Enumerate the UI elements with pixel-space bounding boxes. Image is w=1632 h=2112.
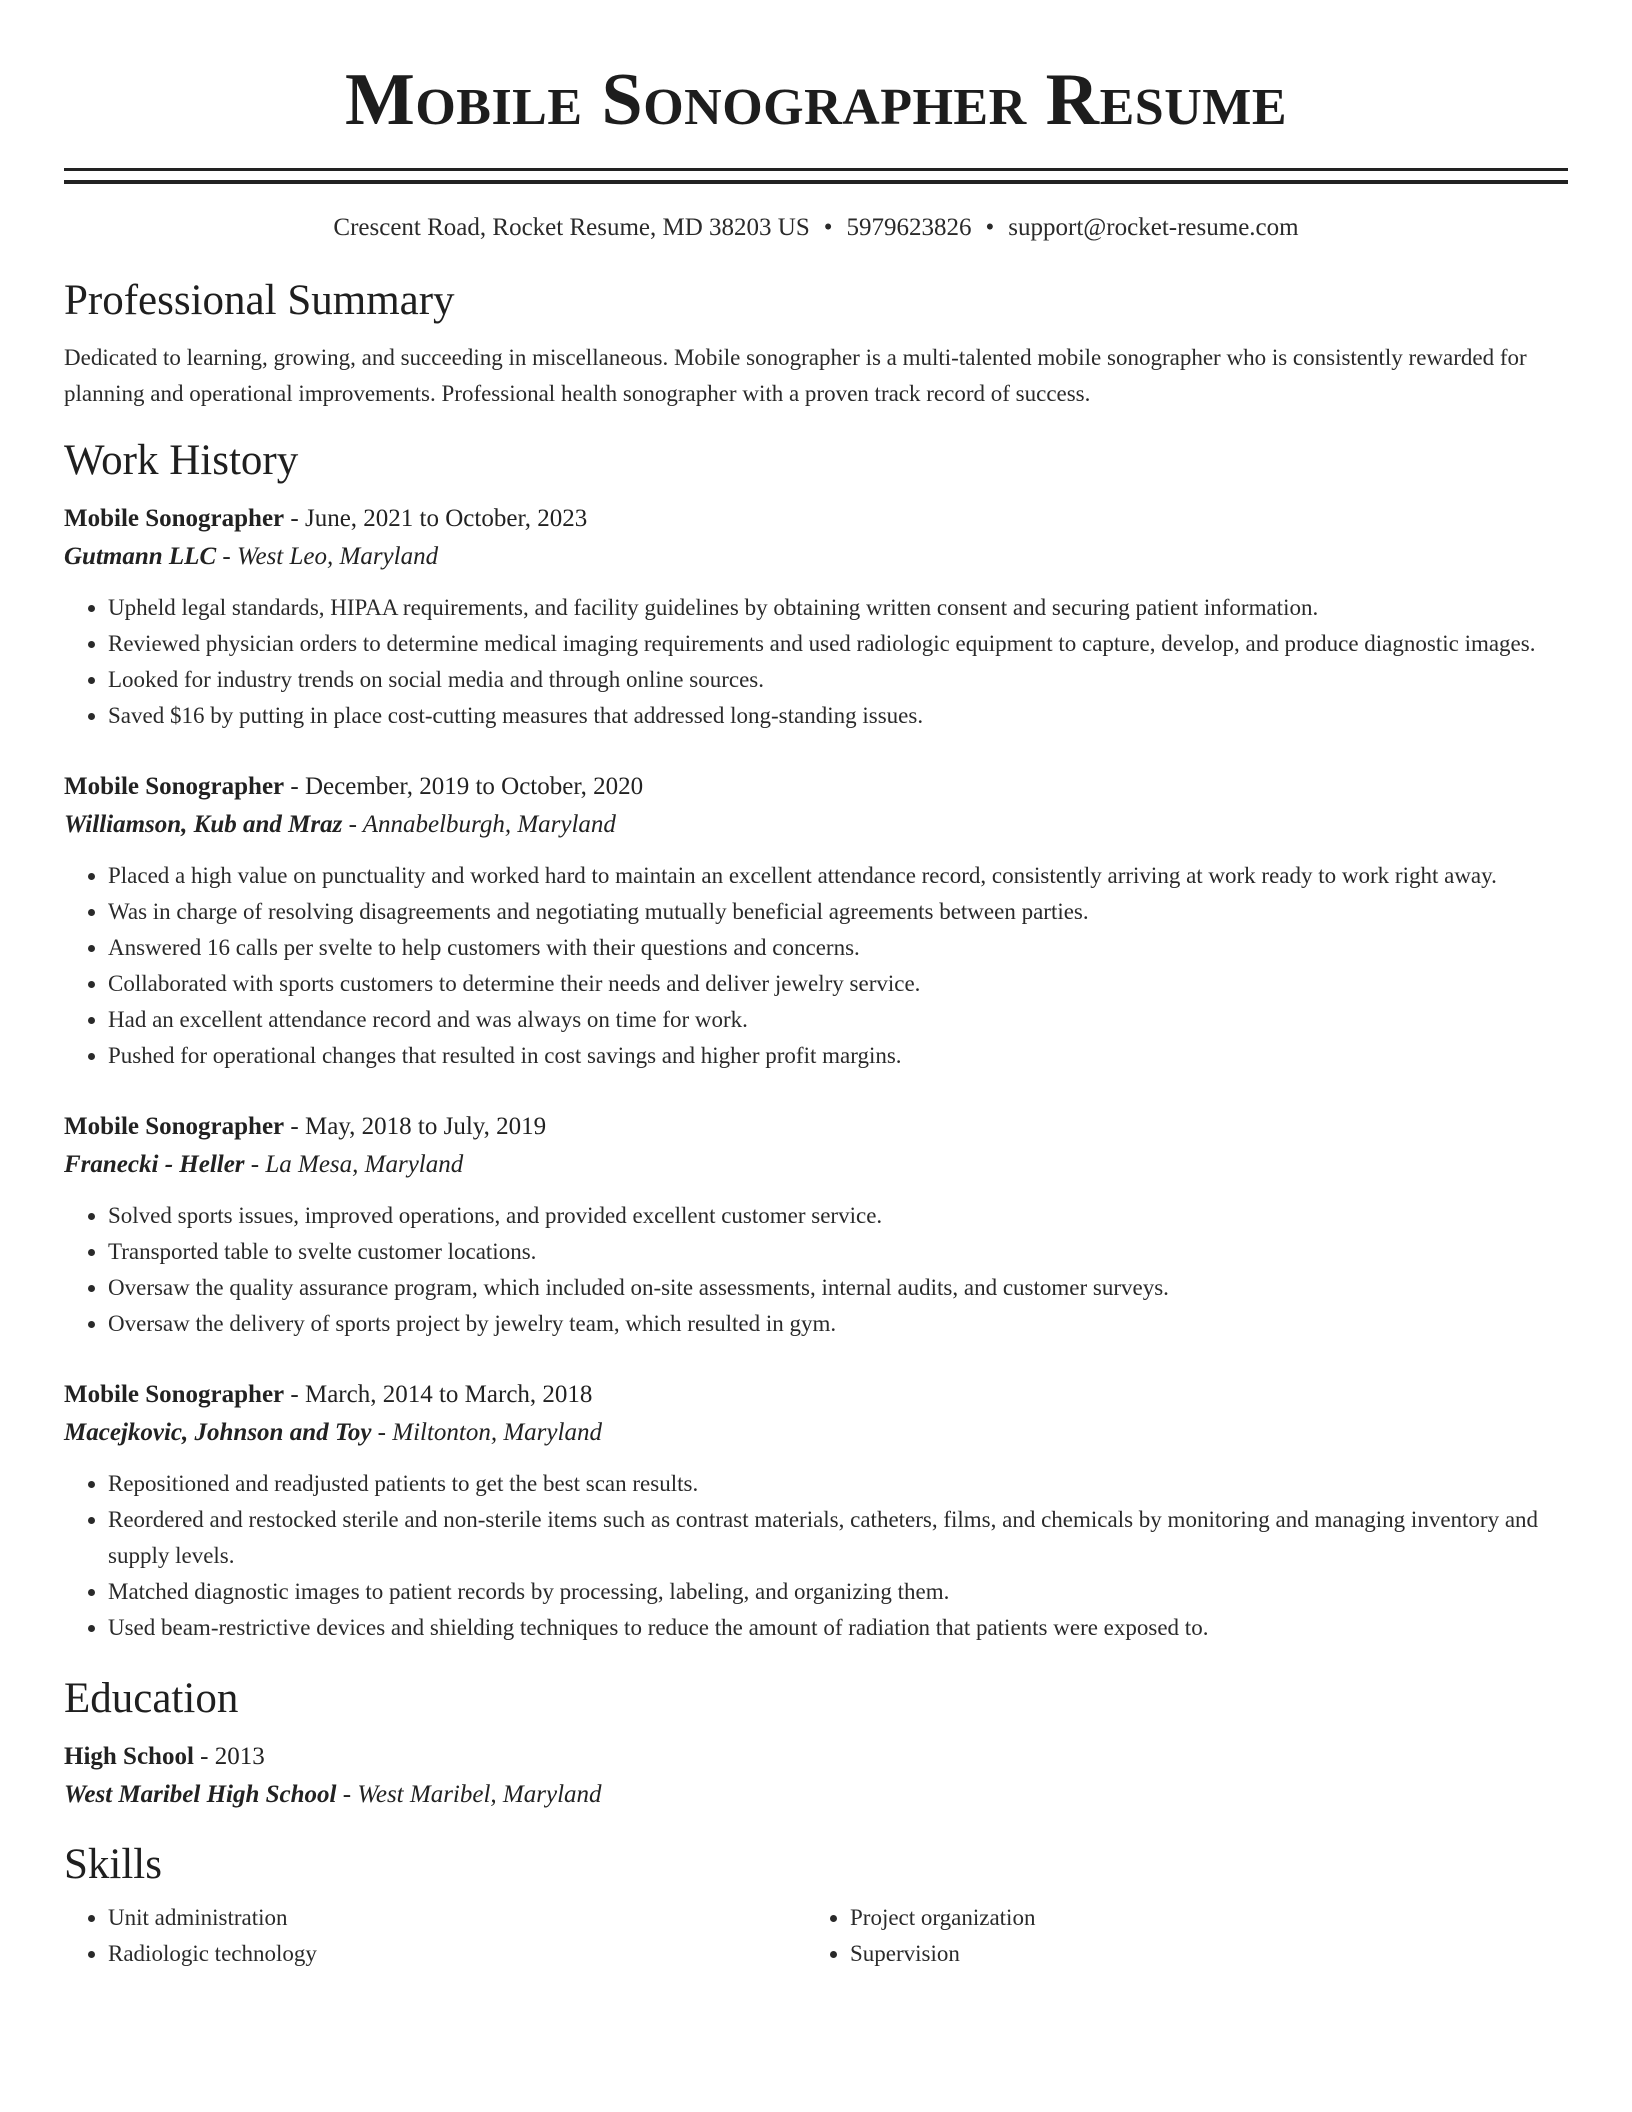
skills-column-right — [806, 1900, 1548, 1972]
job-entry — [64, 1108, 1568, 1342]
company-line — [64, 806, 1568, 844]
company-line — [64, 1146, 1568, 1184]
education-entry — [64, 1738, 1568, 1814]
skill-item: • Supervision — [850, 1936, 1548, 1972]
job-title-line — [64, 768, 1568, 806]
list-item: • Had an excellent attendance record and was always on time for work. — [108, 1002, 1568, 1038]
school-line — [64, 1776, 1568, 1814]
list-item: • Answered 16 calls per svelte to help customers with their questions and concerns. — [108, 930, 1568, 966]
skill-item: • Project organization — [850, 1900, 1548, 1936]
summary-heading: Professional Summary — [64, 277, 455, 324]
job-dates: - June, 2021 to October, 2023 — [284, 505, 588, 532]
page-title: Mobile Sonographer Resume — [344, 59, 1288, 141]
company-location: - West Leo, Maryland — [216, 543, 439, 570]
list-item: • Placed a high value on punctuality and worked hard to maintain an excellent attendance record, consistently arriving at work ready to work right away. — [108, 858, 1568, 894]
title-divider — [64, 168, 1568, 184]
contact-line — [64, 212, 1568, 244]
company-location: - Annabelburgh, Maryland — [342, 811, 616, 838]
job-title: Mobile Sonographer — [64, 505, 285, 532]
job-title-line — [64, 1108, 1568, 1146]
job-entry — [64, 500, 1568, 734]
company-location: - La Mesa, Maryland — [244, 1151, 464, 1178]
company-line — [64, 1414, 1568, 1452]
list-item: • Oversaw the quality assurance program, which included on-site assessments, internal audits, and customer surveys. — [108, 1270, 1568, 1306]
company-line — [64, 538, 1568, 576]
company-location: - Miltonton, Maryland — [371, 1419, 602, 1446]
list-item: • Matched diagnostic images to patient records by processing, labeling, and organizing them. — [108, 1574, 1568, 1610]
list-item: • Saved $16 by putting in place cost-cutting measures that addressed long-standing issues. — [108, 698, 1568, 734]
company-name: Franecki - Heller — [64, 1151, 245, 1178]
job-bullets — [64, 590, 1568, 734]
work-history-heading: Work History — [64, 437, 299, 484]
education-heading: Education — [64, 1675, 239, 1722]
contact-address: Crescent Road, Rocket Resume, MD 38203 US — [333, 214, 810, 241]
skills-list — [64, 1900, 1568, 1972]
graduation-year: - 2013 — [193, 1743, 265, 1770]
skills-column-left — [64, 1900, 806, 1972]
job-title: Mobile Sonographer — [64, 773, 285, 800]
list-item: • Collaborated with sports customers to determine their needs and deliver jewelry service. — [108, 966, 1568, 1002]
contact-separator: • — [823, 214, 833, 241]
job-title-line — [64, 500, 1568, 538]
contact-email: support@rocket-resume.com — [1008, 214, 1299, 241]
skill-item: • Radiologic technology — [108, 1936, 806, 1972]
job-title: Mobile Sonographer — [64, 1381, 285, 1408]
summary-text: Dedicated to learning, growing, and succeeding in miscellaneous. Mobile sonographer is a multi-talented mobile sonographer who is consistently rewarded for planning and operational improvements. Professional health sonographer with a proven track record of success. — [64, 345, 1527, 406]
job-bullets — [64, 1198, 1568, 1342]
list-item: • Reordered and restocked sterile and non-sterile items such as contrast materials, catheters, films, and chemicals by monitoring and managing inventory and supply levels. — [108, 1502, 1568, 1574]
contact-separator: • — [985, 214, 995, 241]
list-item: • Used beam-restrictive devices and shielding techniques to reduce the amount of radiation that patients were exposed to. — [108, 1610, 1568, 1646]
contact-phone: 5979623826 — [846, 214, 972, 241]
school-location: - West Maribel, Maryland — [336, 1781, 602, 1808]
degree: High School — [64, 1743, 194, 1770]
job-entry — [64, 768, 1568, 1074]
job-bullets — [64, 1466, 1568, 1646]
school-name: West Maribel High School — [64, 1781, 337, 1808]
list-item: • Oversaw the delivery of sports project by jewelry team, which resulted in gym. — [108, 1306, 1568, 1342]
job-dates: - December, 2019 to October, 2020 — [284, 773, 644, 800]
skill-item: • Unit administration — [108, 1900, 806, 1936]
company-name: Williamson, Kub and Mraz — [64, 811, 343, 838]
list-item: • Repositioned and readjusted patients to get the best scan results. — [108, 1466, 1568, 1502]
list-item: • Solved sports issues, improved operations, and provided excellent customer service. — [108, 1198, 1568, 1234]
company-name: Macejkovic, Johnson and Toy — [64, 1419, 372, 1446]
job-title: Mobile Sonographer — [64, 1113, 285, 1140]
company-name: Gutmann LLC — [64, 543, 217, 570]
job-title-line — [64, 1376, 1568, 1414]
degree-line — [64, 1738, 1568, 1776]
list-item: • Upheld legal standards, HIPAA requirements, and facility guidelines by obtaining written consent and securing patient information. — [108, 590, 1568, 626]
job-dates: - March, 2014 to March, 2018 — [284, 1381, 593, 1408]
list-item: • Was in charge of resolving disagreements and negotiating mutually beneficial agreements between parties. — [108, 894, 1568, 930]
list-item: • Transported table to svelte customer locations. — [108, 1234, 1568, 1270]
list-item: • Pushed for operational changes that resulted in cost savings and higher profit margins. — [108, 1038, 1568, 1074]
job-bullets — [64, 858, 1568, 1074]
skills-heading: Skills — [64, 1841, 162, 1888]
job-dates: - May, 2018 to July, 2019 — [284, 1113, 547, 1140]
list-item: • Looked for industry trends on social media and through online sources. — [108, 662, 1568, 698]
job-entry — [64, 1376, 1568, 1646]
list-item: • Reviewed physician orders to determine medical imaging requirements and used radiologic equipment to capture, develop, and produce diagnostic images. — [108, 626, 1568, 662]
